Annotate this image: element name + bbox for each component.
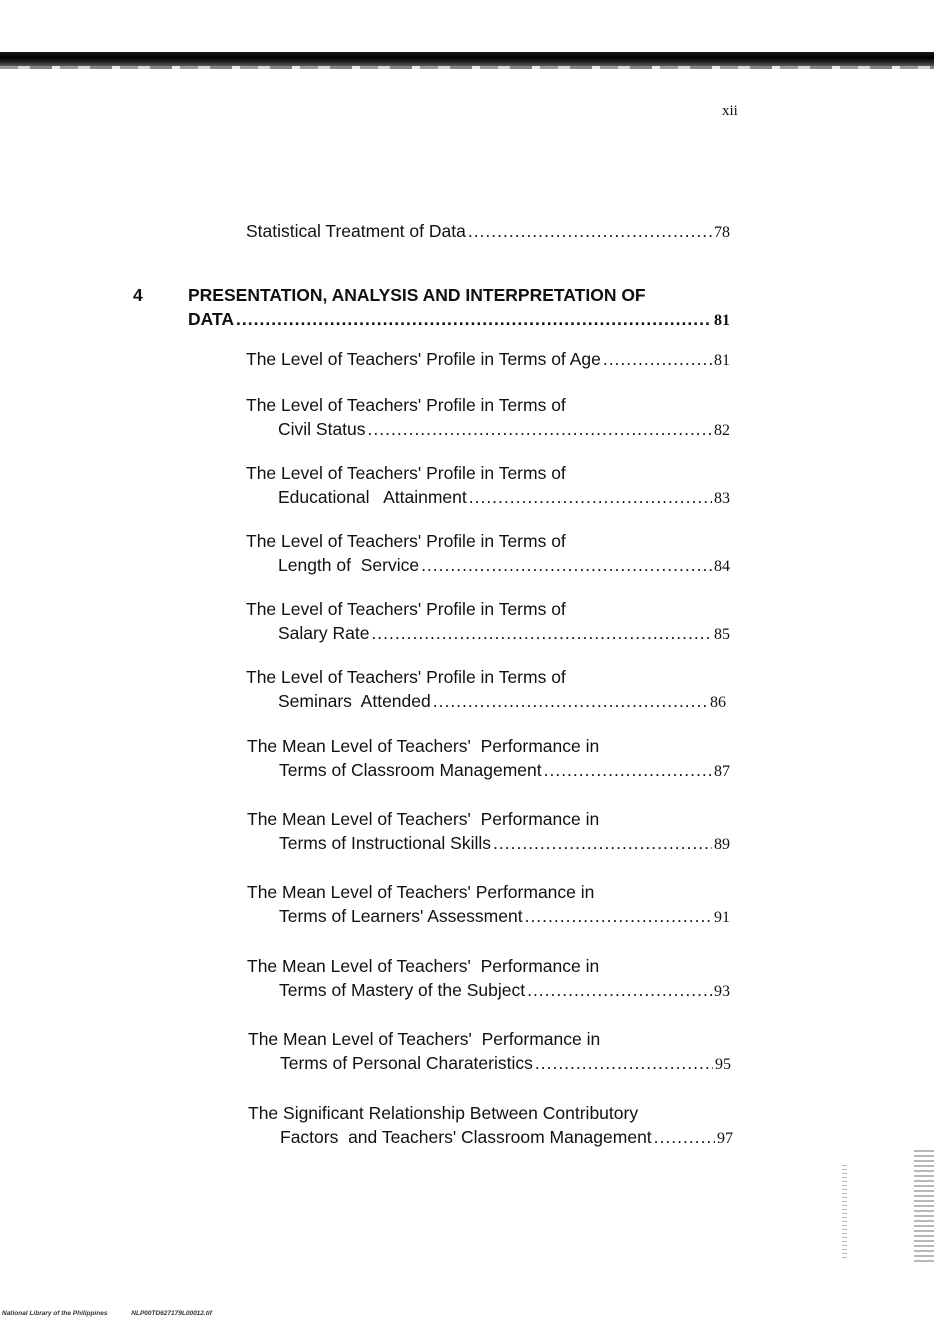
toc-entry-subtitle: Terms of Personal Charateristics [280,1053,533,1073]
toc-entry [246,665,726,715]
toc-entry-page: 93 [714,983,730,1000]
toc-entry-page: 84 [714,558,730,575]
toc-entry [247,734,730,784]
toc-entry-title: The Mean Level of Teachers' Performance in [247,956,600,976]
toc-entry-title: The Mean Level of Teachers' Performance in [247,736,600,756]
toc-entry-title: The Level of Teachers' Profile in Terms of Age [246,349,601,369]
toc-entry-subtitle: Civil Status [278,419,366,439]
chapter-title-line2: DATA [188,309,235,329]
toc-entry-title: The Level of Teachers' Profile in Terms of [246,531,566,551]
toc-entry-page: 91 [714,909,730,926]
leader-dots [433,689,708,713]
toc-entry-page: 95 [715,1056,731,1073]
toc-entry-page: 81 [714,352,730,369]
footer-library: National Library of the Philippines [2,1310,108,1317]
leader-dots [544,758,712,782]
leader-dots [368,417,712,441]
toc-entry-page: 82 [714,422,730,439]
toc-entry-title: The Level of Teachers' Profile in Terms of [246,599,566,619]
toc-entry-subtitle: Terms of Classroom Management [279,760,542,780]
toc-entry-page: 86 [710,694,726,711]
toc-entry [246,219,730,245]
toc-entry-subtitle: Terms of Learners' Assessment [279,906,523,926]
toc-entry-title: The Level of Teachers' Profile in Terms of [246,463,566,483]
leader-dots [603,347,712,371]
toc-entry [246,597,730,647]
page-number: xii [722,103,738,119]
toc-entry-page: 89 [714,836,730,853]
leader-dots [535,1051,713,1075]
toc-entry-title: The Significant Relationship Between Contributory [248,1103,639,1123]
leader-dots [468,219,712,243]
leader-dots [527,978,712,1002]
leader-dots [236,307,712,331]
leader-dots [525,904,712,928]
toc-entry [247,954,730,1004]
leader-dots [371,621,712,645]
chapter-title-line1: PRESENTATION, ANALYSIS AND INTERPRETATION OF [188,285,646,305]
toc-entry-page: 87 [714,763,730,780]
toc-entry-title: The Mean Level of Teachers' Performance in [248,1029,601,1049]
leader-dots [421,553,712,577]
toc-entry [247,807,730,857]
scan-artifact [914,1150,934,1265]
scan-artifact [842,1165,847,1260]
toc-entry [248,1027,731,1077]
chapter-number: 4 [133,285,143,305]
toc-entry [246,393,730,443]
toc-entry [247,880,730,930]
toc-entry [246,461,730,511]
toc-entry-subtitle: Terms of Mastery of the Subject [279,980,526,1000]
toc-entry [246,529,730,579]
toc-entry-title: The Mean Level of Teachers' Performance in [247,809,600,829]
toc-entry-subtitle: Seminars Attended [278,691,431,711]
toc-entry-page: 85 [714,626,730,643]
leader-dots [493,831,712,855]
toc-entry-subtitle: Terms of Instructional Skills [279,833,492,853]
leader-dots [654,1125,715,1149]
toc-entry-page: 97 [717,1130,733,1147]
leader-dots [469,485,712,509]
chapter-page: 81 [714,312,730,329]
toc-entry-subtitle: Educational Attainment [278,487,467,507]
chapter-heading [133,283,730,333]
scan-footer [2,1310,212,1317]
toc-entry-subtitle: Salary Rate [278,623,370,643]
toc-entry [246,347,730,373]
footer-file-id: NLP00TD627179L00012.tif [131,1310,212,1317]
toc-entry-title: The Level of Teachers' Profile in Terms of [246,667,566,687]
toc-entry-title: The Level of Teachers' Profile in Terms of [246,395,566,415]
toc-entry-title: Statistical Treatment of Data [246,221,466,241]
toc-entry [248,1101,733,1151]
toc-entry-subtitle: Length of Service [278,555,420,575]
toc-entry-title: The Mean Level of Teachers' Performance in [247,882,595,902]
toc-entry-page: 78 [714,224,730,241]
toc-entry-page: 83 [714,490,730,507]
toc-entry-subtitle: Factors and Teachers' Classroom Management [280,1127,652,1147]
